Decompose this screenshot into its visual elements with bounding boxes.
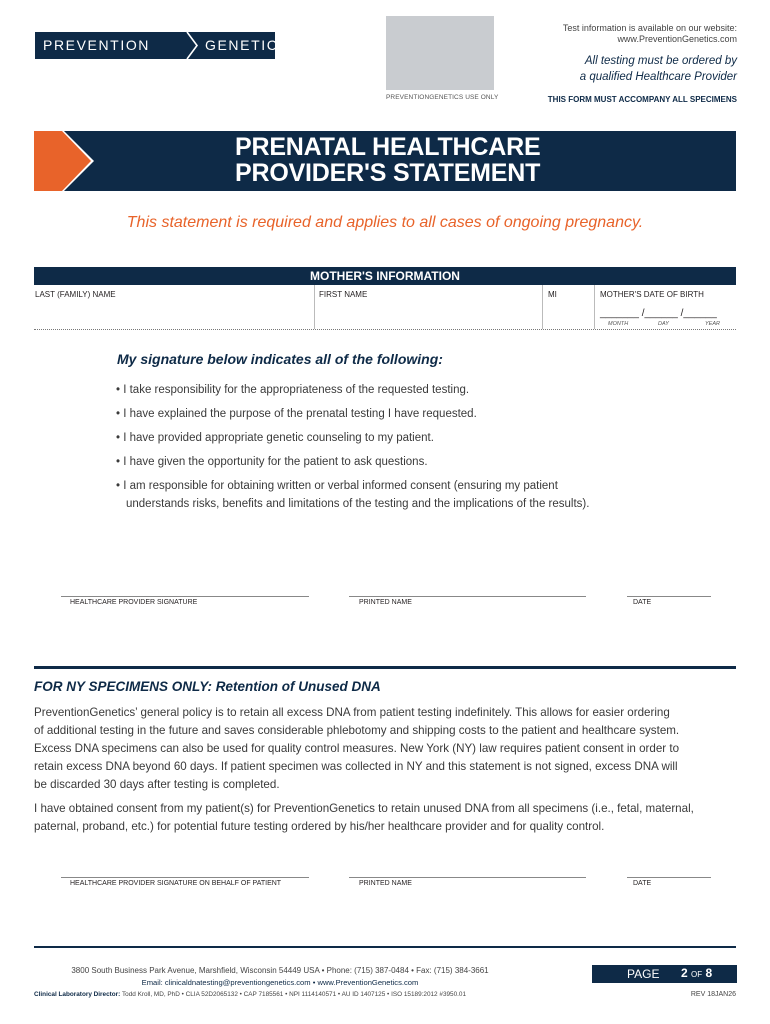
footer-divider xyxy=(34,946,736,948)
ny-date-label: DATE xyxy=(633,880,652,887)
field-divider xyxy=(542,285,543,329)
paragraph-line: retain excess DNA beyond 60 days. If patient specimen was collected in NY and this statement is not signed, excess DNA will xyxy=(34,760,678,773)
mi-label: MI xyxy=(548,290,557,299)
page-title-line2: PROVIDER'S STATEMENT xyxy=(235,159,541,187)
ny-policy-paragraph xyxy=(34,704,738,794)
ordering-notice xyxy=(580,53,737,85)
field-divider xyxy=(314,285,315,329)
section-divider xyxy=(34,666,736,669)
mothers-info-underline xyxy=(34,329,736,330)
ny-provider-signature-label: HEALTHCARE PROVIDER SIGNATURE ON BEHALF OF PATIENT xyxy=(70,880,282,887)
ny-section-heading: FOR NY SPECIMENS ONLY: Retention of Unused DNA xyxy=(34,679,381,694)
banner-arrow-icon xyxy=(34,131,104,191)
lab-use-only-box xyxy=(386,16,494,90)
logo-word-genetics: GENETICS xyxy=(205,37,290,53)
revision-label: REV 18JAN26 xyxy=(690,991,736,998)
website-url: www.PreventionGenetics.com xyxy=(617,34,737,44)
page-of: OF xyxy=(691,970,703,979)
provider-signature-label: HEALTHCARE PROVIDER SIGNATURE xyxy=(70,599,198,606)
list-item: • I have given the opportunity for the patient to ask questions. xyxy=(116,456,428,468)
ny-date-line[interactable] xyxy=(627,877,711,878)
page-total: 8 xyxy=(705,966,713,980)
footer-director xyxy=(34,991,466,998)
printed-name-label: PRINTED NAME xyxy=(359,599,412,606)
logo-word-prevention: PREVENTION xyxy=(43,37,151,53)
paragraph-line: paternal, proband, etc.) for potential future testing ordered by his/her healthcare provider and for quality control. xyxy=(34,820,605,833)
provider-signature-line[interactable] xyxy=(61,596,309,597)
signature-heading: My signature below indicates all of the following: xyxy=(117,351,443,367)
first-name-label: FIRST NAME xyxy=(319,290,368,299)
logo-chevron-icon xyxy=(185,32,199,59)
paragraph-line: of additional testing in the future and saves considerable phlebotomy and shipping costs to the patient and healthcare system. xyxy=(34,724,680,737)
ny-printed-name-label: PRINTED NAME xyxy=(359,880,412,887)
printed-name-line[interactable] xyxy=(349,596,586,597)
date-line[interactable] xyxy=(627,596,711,597)
list-item-continuation: understands risks, benefits and limitations of the testing and the implications of the results). xyxy=(126,498,590,510)
form-accompany-notice: THIS FORM MUST ACCOMPANY ALL SPECIMENS xyxy=(547,95,737,104)
list-item: • I am responsible for obtaining written or verbal informed consent (ensuring my patient xyxy=(116,480,558,492)
paragraph-line: I have obtained consent from my patient(s) for PreventionGenetics to retain unused DNA from all specimens (i.e., fetal, maternal, xyxy=(34,802,694,815)
footer-contact: Email: clinicaldnatesting@preventiongenetics.com • www.PreventionGenetics.com xyxy=(141,978,419,987)
ny-provider-signature-line[interactable] xyxy=(61,877,309,878)
list-item: • I take responsibility for the appropriateness of the requested testing. xyxy=(116,384,470,396)
dob-year-label: YEAR xyxy=(705,321,720,327)
page-title-line1: PRENATAL HEALTHCARE xyxy=(235,133,541,161)
paragraph-line: PreventionGenetics’ general policy is to retain all excess DNA from patient testing indefinitely. This allows for easier ordering xyxy=(34,706,670,719)
ordering-notice-line2: a qualified Healthcare Provider xyxy=(579,71,737,83)
dob-label: MOTHER'S DATE OF BIRTH xyxy=(600,290,704,299)
page-label: PAGE xyxy=(627,967,660,981)
director-details: Todd Kroll, MD, PhD • CLIA 52D2065132 • CAP 7185561 • NPI 1114140571 • AU ID 1407125 • ISO 15189:2012 #3950.01 xyxy=(120,991,467,998)
ny-printed-name-line[interactable] xyxy=(349,877,586,878)
ordering-notice-line1: All testing must be ordered by xyxy=(584,55,737,67)
logo xyxy=(35,32,290,59)
date-label: DATE xyxy=(633,599,652,606)
footer-address: 3800 South Business Park Avenue, Marshfield, Wisconsin 54449 USA • Phone: (715) 387-0484 • Fax: (715) 384-3661 xyxy=(71,966,489,975)
list-item: • I have provided appropriate genetic counseling to my patient. xyxy=(116,432,434,444)
field-divider xyxy=(594,285,595,329)
mothers-info-heading: MOTHER'S INFORMATION xyxy=(34,267,736,285)
dob-day-label: DAY xyxy=(658,321,669,327)
page-indicator xyxy=(592,965,737,983)
dob-month-label: MONTH xyxy=(608,321,629,327)
dob-field[interactable]: _______ /______ /______ xyxy=(600,308,717,319)
page-current: 2 xyxy=(681,966,688,980)
attestation-list xyxy=(116,381,589,519)
requirement-statement: This statement is required and applies to all cases of ongoing pregnancy. xyxy=(126,214,644,231)
list-item: • I have explained the purpose of the prenatal testing I have requested. xyxy=(116,408,477,420)
website-info-line1: Test information is available on our website: xyxy=(562,23,737,33)
paragraph-line: Excess DNA specimens can also be used for quality control measures. New York (NY) law requires patient consent in order to xyxy=(34,742,680,755)
page-number xyxy=(681,966,712,980)
lab-use-only-label: PREVENTIONGENETICS USE ONLY xyxy=(386,94,499,101)
last-name-label: LAST (FAMILY) NAME xyxy=(35,290,116,299)
page-title xyxy=(235,134,540,186)
paragraph-line: be discarded 30 days after testing is completed. xyxy=(34,778,280,791)
director-label: Clinical Laboratory Director: xyxy=(34,991,121,998)
ny-consent-paragraph xyxy=(34,800,738,836)
website-info xyxy=(563,23,737,45)
